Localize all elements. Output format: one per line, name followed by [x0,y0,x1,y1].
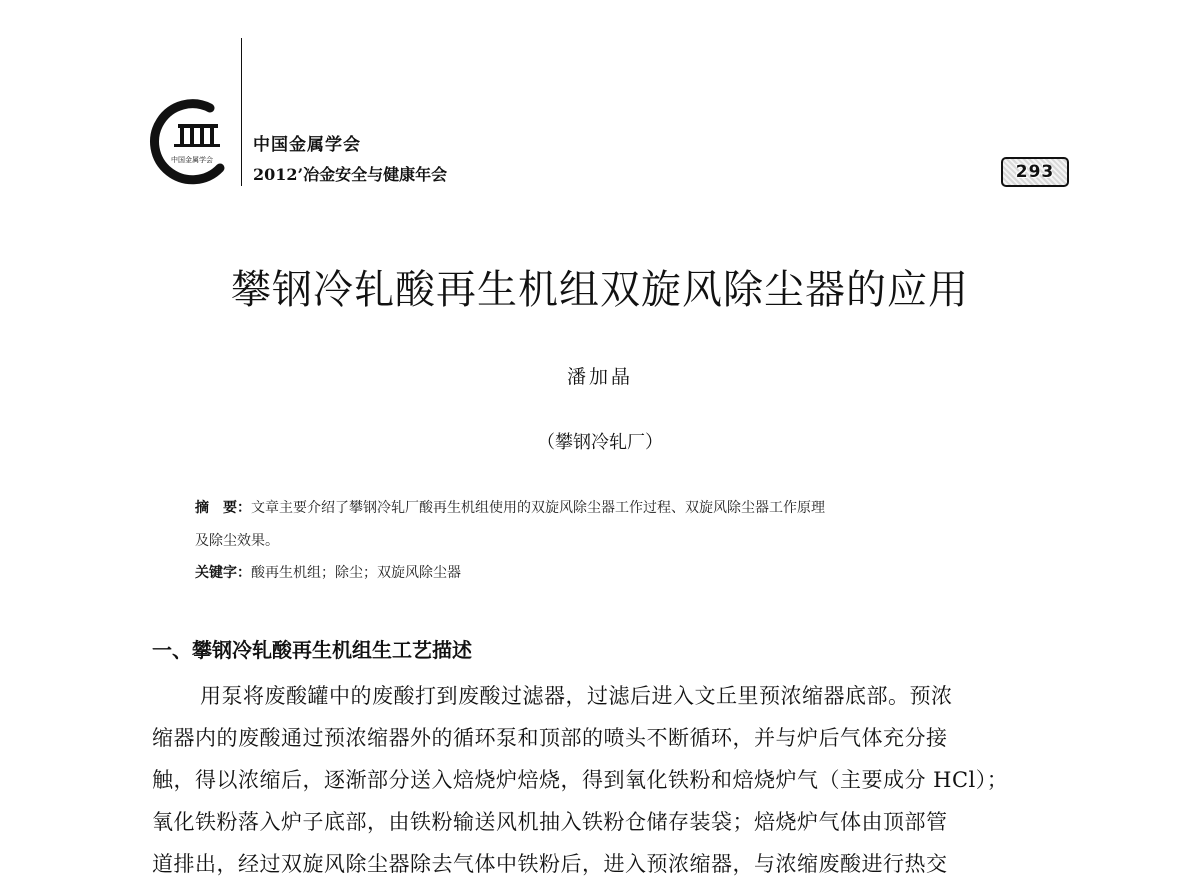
keywords-text: 酸再生机组；除尘；双旋风除尘器 [251,565,461,581]
page-number: 293 [1015,162,1055,182]
keywords [195,562,461,582]
logo-caption: 中国金属学会 [171,156,213,164]
body-line: 氧化铁粉落入炉子底部，由铁粉输送风机抽入铁粉仓储存装袋；焙烧炉气体由顶部管 [152,810,948,834]
abstract-label: 摘 要： [195,500,251,516]
body-line: 触，得以浓缩后，逐渐部分送入焙烧炉焙烧，得到氧化铁粉和焙烧炉气（主要成分 HCl）； [152,768,1009,792]
paper-title: 攀钢冷轧酸再生机组双旋风除尘器的应用 [231,267,969,313]
body-line: 道排出，经过双旋风除尘器除去气体中铁粉后，进入预浓缩器，与浓缩废酸进行热交 [152,852,948,876]
abstract-text-line2: 及除尘效果。 [195,533,279,549]
author-affiliation: （攀钢冷轧厂） [537,432,663,453]
page-number-badge [1001,157,1069,187]
keywords-label: 关键字： [195,565,251,581]
abstract [195,496,1045,520]
body-line: 缩器内的废酸通过预浓缩器外的循环泵和顶部的喷头不断循环，并与炉后气体充分接 [152,726,948,750]
abstract-text-line1: 文章主要介绍了攀钢冷轧厂酸再生机组使用的双旋风除尘器工作过程、双旋风除尘器工作原理 [251,500,825,516]
author-name: 潘加晶 [566,366,633,388]
society-logo [148,98,234,186]
body-line: 用泵将废酸罐中的废酸打到废酸过滤器，过滤后进入文丘里预浓缩器底部。预浓 [200,684,953,708]
organization-name: 中国金属学会 [253,135,361,155]
conference-name: 2012’冶金安全与健康年会 [253,165,448,184]
section-heading: 一、攀钢冷轧酸再生机组生工艺描述 [152,638,472,662]
header-divider [241,38,242,186]
